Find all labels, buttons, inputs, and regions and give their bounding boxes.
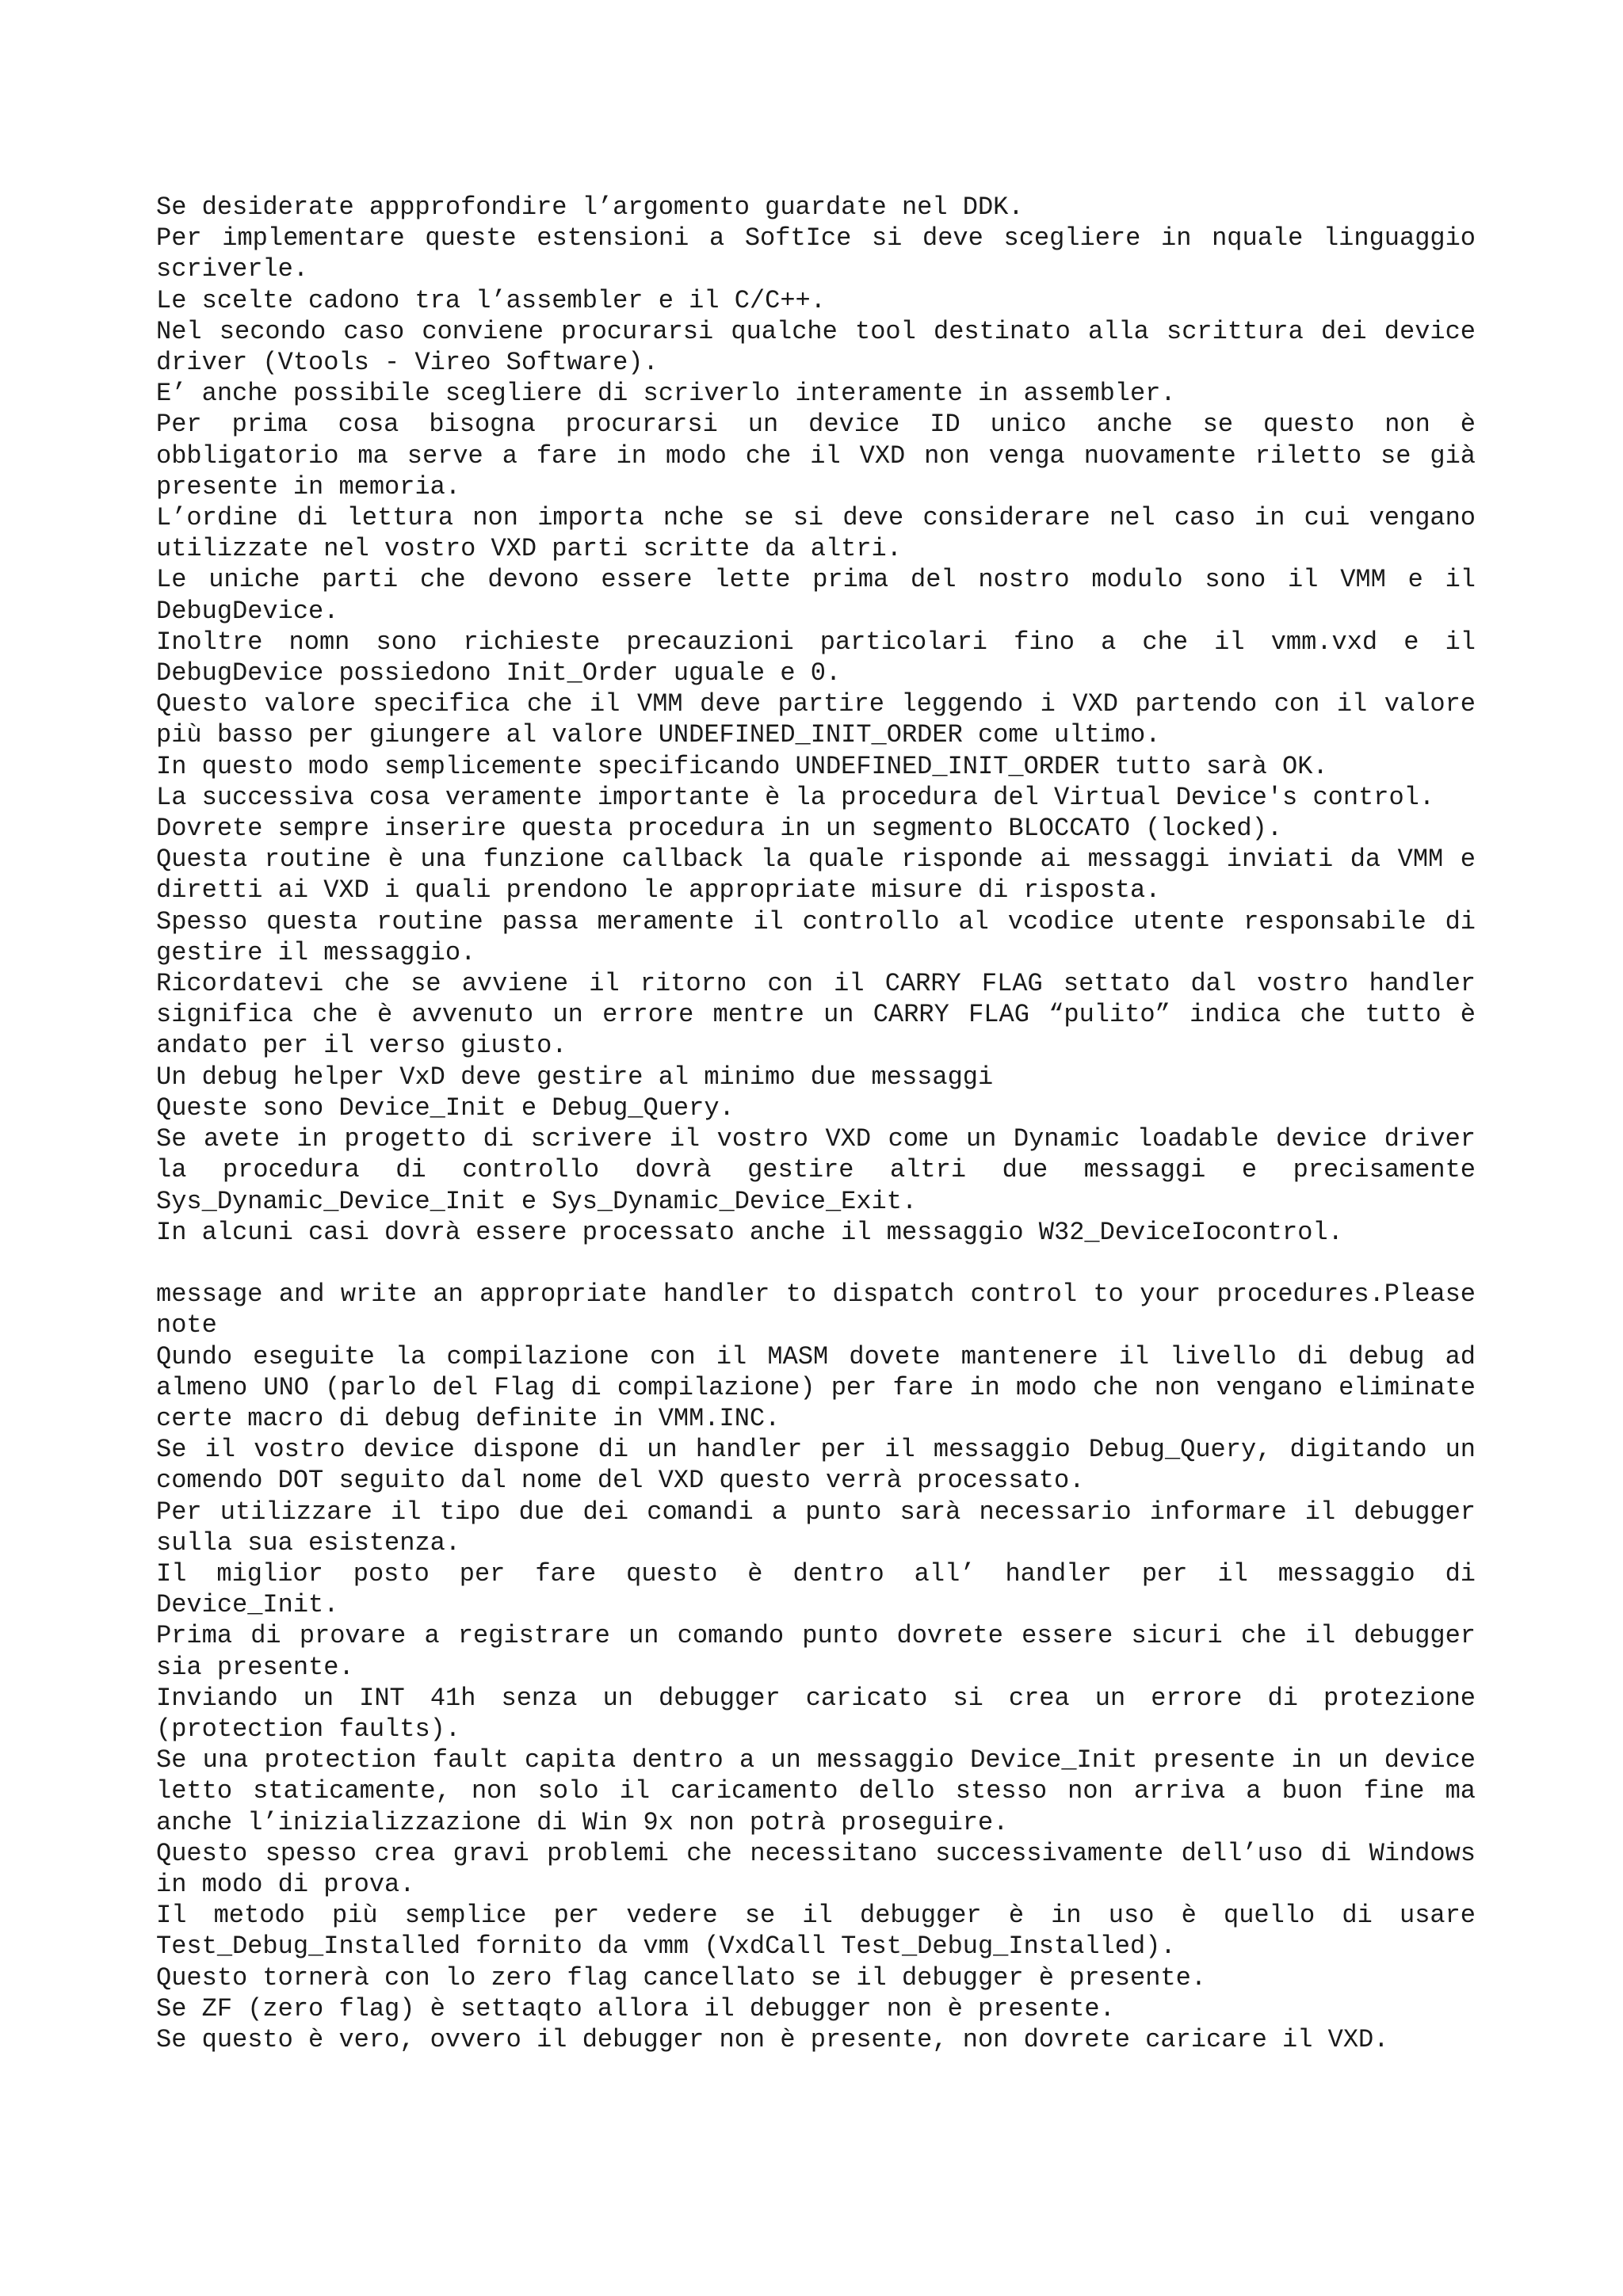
text-block-1 (156, 192, 1476, 1248)
paragraph: In alcuni casi dovrà essere processato anche il messaggio W32_DeviceIocontrol. (156, 1217, 1343, 1247)
paragraph: Questo tornerà con lo zero flag cancellato se il debugger è presente. (156, 1962, 1207, 1993)
paragraph: Se una protection fault capita dentro a un messaggio Device_Init presente in un device letto staticamente, non solo il caricamento dello stesso non arriva a buon fine ma anche l’inizializzazione di Win 9x non potrà proseguire. (156, 1745, 1476, 1837)
document-page (156, 192, 1476, 2055)
paragraph: message and write an appropriate handler to dispatch control to your procedures.Please note (156, 1280, 1476, 1341)
paragraph: Se avete in progetto di scrivere il vostro VXD come un Dynamic loadable device driver la procedura di controllo dovrà gestire altri due messaggi e precisamente Sys_Dynamic_Device_Init e Sys_Dynamic_Device_Exit. (156, 1124, 1476, 1216)
paragraph: Per implementare queste estensioni a SoftIce si deve scegliere in nquale linguaggio scriverle. (156, 223, 1476, 284)
paragraph: Questo spesso crea gravi problemi che necessitano successivamente dell’uso di Windows in modo di prova. (156, 1838, 1476, 1899)
paragraph: Inoltre nomn sono richieste precauzioni particolari fino a che il vmm.vxd e il DebugDevice possiedono Init_Order uguale e 0. (156, 627, 1476, 688)
paragraph: Il miglior posto per fare questo è dentro all’ handler per il messaggio di Device_Init. (156, 1558, 1476, 1620)
paragraph: Spesso questa routine passa meramente il controllo al vcodice utente responsabile di gestire il messaggio. (156, 906, 1476, 967)
paragraph: Un debug helper VxD deve gestire al minimo due messaggi (156, 1062, 994, 1092)
paragraph: La successiva cosa veramente importante è la procedura del Virtual Device's control. (156, 782, 1435, 812)
paragraph: Le uniche parti che devono essere lette prima del nostro modulo sono il VMM e il DebugDevice. (156, 565, 1476, 626)
paragraph: Se desiderate appprofondire l’argomento guardate nel DDK. (156, 193, 1024, 222)
paragraph: Se ZF (zero flag) è settaqto allora il debugger non è presente. (156, 1993, 1115, 2023)
paragraph: Questo valore specifica che il VMM deve partire leggendo i VXD partendo con il valore più basso per giungere al valore UNDEFINED_INIT_ORDER come ultimo. (156, 689, 1476, 750)
paragraph: Questa routine è una funzione callback la quale risponde ai messaggi inviati da VMM e diretti ai VXD i quali prendono le appropriate misure di risposta. (156, 845, 1476, 906)
paragraph: Queste sono Device_Init e Debug_Query. (156, 1093, 735, 1123)
paragraph: Prima di provare a registrare un comando punto dovrete essere sicuri che il debugger sia presente. (156, 1621, 1476, 1682)
paragraph: Le scelte cadono tra l’assembler e il C/C++. (156, 285, 826, 315)
paragraph: L’ordine di lettura non importa nche se si deve considerare nel caso in cui vengano utilizzate nel vostro VXD parti scritte da altri. (156, 503, 1476, 564)
paragraph: Qundo eseguite la compilazione con il MASM dovete mantenere il livello di debug ad almeno UNO (parlo del Flag di compilazione) per fare in modo che non vengano eliminate certe macro di debug definite in VMM.INC. (156, 1341, 1476, 1433)
paragraph: Dovrete sempre inserire questa procedura in un segmento BLOCCATO (locked). (156, 814, 1283, 844)
paragraph: Ricordatevi che se avviene il ritorno con il CARRY FLAG settato dal vostro handler significa che è avvenuto un errore mentre un CARRY FLAG “pulito” indica che tutto è andato per il verso giusto. (156, 969, 1476, 1061)
paragraph: Inviando un INT 41h senza un debugger caricato si crea un errore di protezione (protection faults). (156, 1683, 1476, 1744)
paragraph: Per prima cosa bisogna procurarsi un device ID unico anche se questo non è obbligatorio ma serve a fare in modo che il VXD non venga nuovamente riletto se già presente in memoria. (156, 410, 1476, 502)
paragraph: Nel secondo caso conviene procurarsi qualche tool destinato alla scrittura dei device driver (Vtools - Vireo Software). (156, 316, 1476, 378)
paragraph: Per utilizzare il tipo due dei comandi a punto sarà necessario informare il debugger sulla sua esistenza. (156, 1497, 1476, 1558)
text-block-2 (156, 1279, 1476, 2055)
paragraph: Se questo è vero, ovvero il debugger non è presente, non dovrete caricare il VXD. (156, 2024, 1389, 2054)
paragraph: In questo modo semplicemente specificando UNDEFINED_INIT_ORDER tutto sarà OK. (156, 751, 1328, 781)
paragraph: E’ anche possibile scegliere di scriverlo interamente in assembler. (156, 379, 1176, 409)
paragraph: Il metodo più semplice per vedere se il debugger è in uso è quello di usare Test_Debug_Installed fornito da vmm (VxdCall Test_Debug_Installed). (156, 1901, 1476, 1962)
paragraph: Se il vostro device dispone di un handler per il messaggio Debug_Query, digitando un comendo DOT seguito dal nome del VXD questo verrà processato. (156, 1435, 1476, 1496)
blank-line (156, 1248, 1476, 1279)
